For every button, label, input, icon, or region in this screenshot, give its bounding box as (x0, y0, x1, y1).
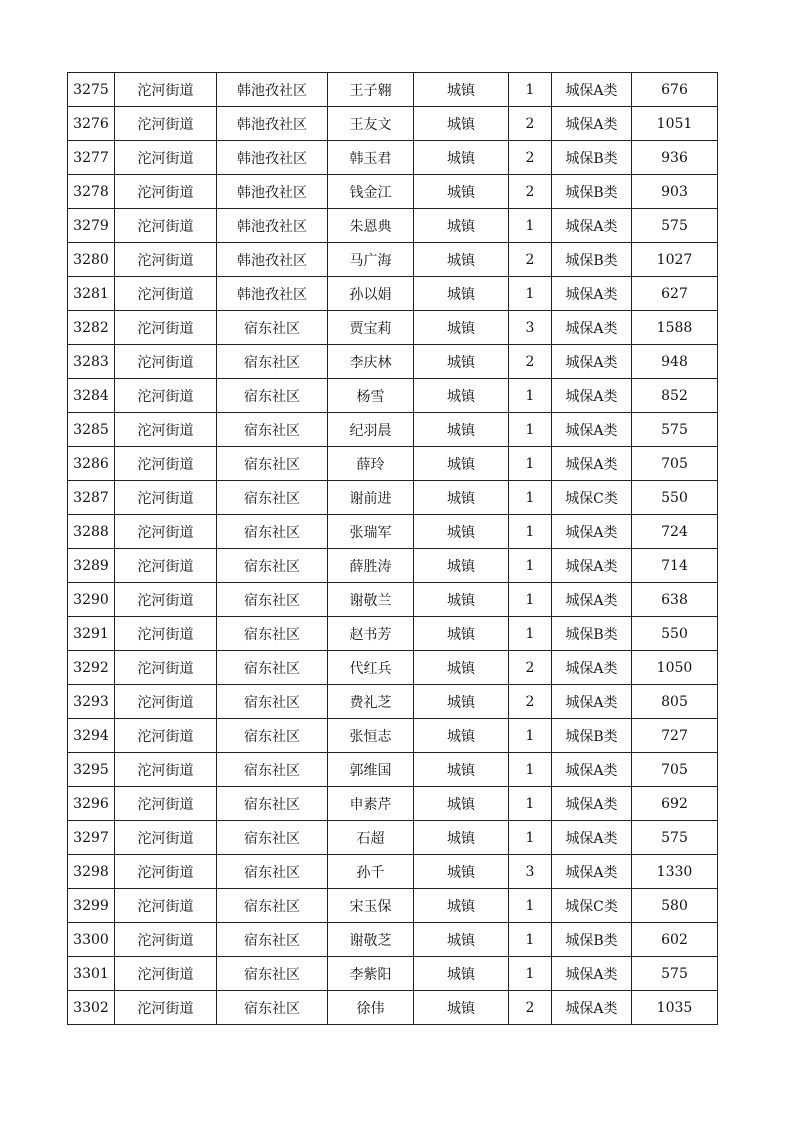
community-cell: 宿东社区 (217, 821, 328, 855)
street-cell: 沱河街道 (115, 107, 217, 141)
name-cell: 谢敬芝 (328, 923, 414, 957)
table-row (68, 651, 718, 685)
community-cell: 宿东社区 (217, 753, 328, 787)
category-cell: 城保A类 (552, 107, 632, 141)
area-type-cell: 城镇 (414, 209, 509, 243)
amount-cell: 1051 (632, 107, 718, 141)
amount-cell: 727 (632, 719, 718, 753)
street-cell: 沱河街道 (115, 923, 217, 957)
household-count-cell: 1 (509, 583, 552, 617)
community-cell: 宿东社区 (217, 481, 328, 515)
area-type-cell: 城镇 (414, 889, 509, 923)
serial-number-cell: 3300 (68, 923, 115, 957)
name-cell: 张瑞军 (328, 515, 414, 549)
serial-number-cell: 3288 (68, 515, 115, 549)
household-count-cell: 2 (509, 175, 552, 209)
category-cell: 城保A类 (552, 311, 632, 345)
amount-cell: 705 (632, 447, 718, 481)
household-count-cell: 1 (509, 787, 552, 821)
serial-number-cell: 3289 (68, 549, 115, 583)
area-type-cell: 城镇 (414, 73, 509, 107)
household-count-cell: 1 (509, 481, 552, 515)
community-cell: 宿东社区 (217, 379, 328, 413)
name-cell: 宋玉保 (328, 889, 414, 923)
category-cell: 城保A类 (552, 515, 632, 549)
serial-number-cell: 3292 (68, 651, 115, 685)
name-cell: 李紫阳 (328, 957, 414, 991)
area-type-cell: 城镇 (414, 855, 509, 889)
street-cell: 沱河街道 (115, 957, 217, 991)
amount-cell: 852 (632, 379, 718, 413)
community-cell: 宿东社区 (217, 855, 328, 889)
name-cell: 王友文 (328, 107, 414, 141)
amount-cell: 575 (632, 821, 718, 855)
name-cell: 孙千 (328, 855, 414, 889)
street-cell: 沱河街道 (115, 617, 217, 651)
table-row (68, 515, 718, 549)
name-cell: 孙以娟 (328, 277, 414, 311)
street-cell: 沱河街道 (115, 549, 217, 583)
category-cell: 城保A类 (552, 753, 632, 787)
category-cell: 城保A类 (552, 549, 632, 583)
category-cell: 城保A类 (552, 379, 632, 413)
community-cell: 宿东社区 (217, 991, 328, 1025)
street-cell: 沱河街道 (115, 243, 217, 277)
category-cell: 城保B类 (552, 617, 632, 651)
household-count-cell: 2 (509, 685, 552, 719)
street-cell: 沱河街道 (115, 447, 217, 481)
table-row (68, 685, 718, 719)
category-cell: 城保A类 (552, 651, 632, 685)
serial-number-cell: 3290 (68, 583, 115, 617)
serial-number-cell: 3283 (68, 345, 115, 379)
amount-cell: 676 (632, 73, 718, 107)
serial-number-cell: 3298 (68, 855, 115, 889)
amount-cell: 638 (632, 583, 718, 617)
amount-cell: 1035 (632, 991, 718, 1025)
name-cell: 纪羽晨 (328, 413, 414, 447)
community-cell: 宿东社区 (217, 549, 328, 583)
area-type-cell: 城镇 (414, 821, 509, 855)
amount-cell: 575 (632, 957, 718, 991)
table-body (68, 73, 718, 1025)
category-cell: 城保A类 (552, 209, 632, 243)
community-cell: 宿东社区 (217, 311, 328, 345)
table-row (68, 719, 718, 753)
serial-number-cell: 3279 (68, 209, 115, 243)
serial-number-cell: 3293 (68, 685, 115, 719)
street-cell: 沱河街道 (115, 685, 217, 719)
household-count-cell: 2 (509, 651, 552, 685)
community-cell: 韩池孜社区 (217, 175, 328, 209)
amount-cell: 575 (632, 209, 718, 243)
community-cell: 宿东社区 (217, 787, 328, 821)
community-cell: 宿东社区 (217, 651, 328, 685)
serial-number-cell: 3294 (68, 719, 115, 753)
street-cell: 沱河街道 (115, 277, 217, 311)
serial-number-cell: 3296 (68, 787, 115, 821)
table-row (68, 957, 718, 991)
household-count-cell: 3 (509, 311, 552, 345)
category-cell: 城保A类 (552, 957, 632, 991)
community-cell: 宿东社区 (217, 923, 328, 957)
household-count-cell: 1 (509, 73, 552, 107)
category-cell: 城保A类 (552, 583, 632, 617)
serial-number-cell: 3280 (68, 243, 115, 277)
area-type-cell: 城镇 (414, 685, 509, 719)
street-cell: 沱河街道 (115, 413, 217, 447)
serial-number-cell: 3285 (68, 413, 115, 447)
area-type-cell: 城镇 (414, 617, 509, 651)
community-cell: 韩池孜社区 (217, 73, 328, 107)
serial-number-cell: 3295 (68, 753, 115, 787)
area-type-cell: 城镇 (414, 923, 509, 957)
category-cell: 城保A类 (552, 413, 632, 447)
household-count-cell: 1 (509, 549, 552, 583)
area-type-cell: 城镇 (414, 243, 509, 277)
table-row (68, 889, 718, 923)
amount-cell: 580 (632, 889, 718, 923)
household-count-cell: 1 (509, 209, 552, 243)
community-cell: 宿东社区 (217, 447, 328, 481)
household-count-cell: 1 (509, 277, 552, 311)
name-cell: 赵书芳 (328, 617, 414, 651)
amount-cell: 714 (632, 549, 718, 583)
category-cell: 城保B类 (552, 243, 632, 277)
table-row (68, 311, 718, 345)
street-cell: 沱河街道 (115, 481, 217, 515)
table-row (68, 73, 718, 107)
serial-number-cell: 3301 (68, 957, 115, 991)
name-cell: 朱恩典 (328, 209, 414, 243)
serial-number-cell: 3277 (68, 141, 115, 175)
household-count-cell: 1 (509, 379, 552, 413)
household-count-cell: 2 (509, 107, 552, 141)
area-type-cell: 城镇 (414, 651, 509, 685)
name-cell: 钱金江 (328, 175, 414, 209)
name-cell: 马广海 (328, 243, 414, 277)
community-cell: 宿东社区 (217, 583, 328, 617)
name-cell: 薛玲 (328, 447, 414, 481)
table-row (68, 379, 718, 413)
amount-cell: 805 (632, 685, 718, 719)
name-cell: 代红兵 (328, 651, 414, 685)
household-count-cell: 1 (509, 889, 552, 923)
serial-number-cell: 3286 (68, 447, 115, 481)
street-cell: 沱河街道 (115, 991, 217, 1025)
street-cell: 沱河街道 (115, 583, 217, 617)
community-cell: 宿东社区 (217, 345, 328, 379)
area-type-cell: 城镇 (414, 481, 509, 515)
area-type-cell: 城镇 (414, 991, 509, 1025)
household-count-cell: 2 (509, 345, 552, 379)
street-cell: 沱河街道 (115, 379, 217, 413)
area-type-cell: 城镇 (414, 719, 509, 753)
category-cell: 城保A类 (552, 685, 632, 719)
household-count-cell: 1 (509, 821, 552, 855)
area-type-cell: 城镇 (414, 447, 509, 481)
serial-number-cell: 3278 (68, 175, 115, 209)
household-count-cell: 1 (509, 515, 552, 549)
table-row (68, 583, 718, 617)
area-type-cell: 城镇 (414, 413, 509, 447)
area-type-cell: 城镇 (414, 957, 509, 991)
serial-number-cell: 3275 (68, 73, 115, 107)
table-row (68, 991, 718, 1025)
community-cell: 宿东社区 (217, 889, 328, 923)
category-cell: 城保B类 (552, 923, 632, 957)
name-cell: 李庆林 (328, 345, 414, 379)
household-count-cell: 1 (509, 957, 552, 991)
name-cell: 石超 (328, 821, 414, 855)
amount-cell: 602 (632, 923, 718, 957)
amount-cell: 724 (632, 515, 718, 549)
amount-cell: 550 (632, 617, 718, 651)
amount-cell: 550 (632, 481, 718, 515)
community-cell: 宿东社区 (217, 957, 328, 991)
name-cell: 王子翱 (328, 73, 414, 107)
community-cell: 韩池孜社区 (217, 277, 328, 311)
name-cell: 韩玉君 (328, 141, 414, 175)
name-cell: 薛胜涛 (328, 549, 414, 583)
household-count-cell: 1 (509, 719, 552, 753)
table-row (68, 855, 718, 889)
community-cell: 韩池孜社区 (217, 209, 328, 243)
table-row (68, 345, 718, 379)
amount-cell: 1588 (632, 311, 718, 345)
area-type-cell: 城镇 (414, 583, 509, 617)
area-type-cell: 城镇 (414, 141, 509, 175)
street-cell: 沱河街道 (115, 889, 217, 923)
street-cell: 沱河街道 (115, 753, 217, 787)
name-cell: 郭维国 (328, 753, 414, 787)
street-cell: 沱河街道 (115, 651, 217, 685)
street-cell: 沱河街道 (115, 515, 217, 549)
community-cell: 宿东社区 (217, 515, 328, 549)
area-type-cell: 城镇 (414, 107, 509, 141)
area-type-cell: 城镇 (414, 277, 509, 311)
category-cell: 城保A类 (552, 991, 632, 1025)
table-row (68, 787, 718, 821)
street-cell: 沱河街道 (115, 787, 217, 821)
community-cell: 韩池孜社区 (217, 107, 328, 141)
amount-cell: 903 (632, 175, 718, 209)
name-cell: 费礼芝 (328, 685, 414, 719)
table-row (68, 175, 718, 209)
table-row (68, 481, 718, 515)
street-cell: 沱河街道 (115, 311, 217, 345)
amount-cell: 948 (632, 345, 718, 379)
amount-cell: 936 (632, 141, 718, 175)
name-cell: 徐伟 (328, 991, 414, 1025)
name-cell: 张恒志 (328, 719, 414, 753)
area-type-cell: 城镇 (414, 549, 509, 583)
street-cell: 沱河街道 (115, 719, 217, 753)
category-cell: 城保C类 (552, 481, 632, 515)
table-row (68, 753, 718, 787)
serial-number-cell: 3281 (68, 277, 115, 311)
amount-cell: 575 (632, 413, 718, 447)
category-cell: 城保A类 (552, 447, 632, 481)
category-cell: 城保A类 (552, 277, 632, 311)
street-cell: 沱河街道 (115, 73, 217, 107)
street-cell: 沱河街道 (115, 821, 217, 855)
name-cell: 谢敬兰 (328, 583, 414, 617)
table-row (68, 549, 718, 583)
community-cell: 宿东社区 (217, 719, 328, 753)
name-cell: 申素芹 (328, 787, 414, 821)
table-row (68, 413, 718, 447)
category-cell: 城保B类 (552, 719, 632, 753)
amount-cell: 692 (632, 787, 718, 821)
area-type-cell: 城镇 (414, 753, 509, 787)
community-cell: 韩池孜社区 (217, 141, 328, 175)
street-cell: 沱河街道 (115, 345, 217, 379)
serial-number-cell: 3297 (68, 821, 115, 855)
amount-cell: 627 (632, 277, 718, 311)
household-count-cell: 1 (509, 617, 552, 651)
serial-number-cell: 3282 (68, 311, 115, 345)
category-cell: 城保A类 (552, 821, 632, 855)
serial-number-cell: 3299 (68, 889, 115, 923)
serial-number-cell: 3276 (68, 107, 115, 141)
community-cell: 宿东社区 (217, 413, 328, 447)
category-cell: 城保B类 (552, 175, 632, 209)
serial-number-cell: 3284 (68, 379, 115, 413)
area-type-cell: 城镇 (414, 175, 509, 209)
category-cell: 城保A类 (552, 345, 632, 379)
category-cell: 城保A类 (552, 73, 632, 107)
amount-cell: 1330 (632, 855, 718, 889)
street-cell: 沱河街道 (115, 175, 217, 209)
household-count-cell: 1 (509, 413, 552, 447)
category-cell: 城保A类 (552, 787, 632, 821)
area-type-cell: 城镇 (414, 345, 509, 379)
household-count-cell: 1 (509, 923, 552, 957)
area-type-cell: 城镇 (414, 515, 509, 549)
table-row (68, 141, 718, 175)
name-cell: 杨雪 (328, 379, 414, 413)
serial-number-cell: 3287 (68, 481, 115, 515)
household-count-cell: 3 (509, 855, 552, 889)
street-cell: 沱河街道 (115, 141, 217, 175)
household-count-cell: 1 (509, 753, 552, 787)
category-cell: 城保A类 (552, 855, 632, 889)
community-cell: 宿东社区 (217, 685, 328, 719)
serial-number-cell: 3302 (68, 991, 115, 1025)
category-cell: 城保B类 (552, 141, 632, 175)
household-count-cell: 1 (509, 447, 552, 481)
street-cell: 沱河街道 (115, 209, 217, 243)
table-row (68, 821, 718, 855)
community-cell: 韩池孜社区 (217, 243, 328, 277)
table-row (68, 617, 718, 651)
table-row (68, 277, 718, 311)
street-cell: 沱河街道 (115, 855, 217, 889)
area-type-cell: 城镇 (414, 311, 509, 345)
table-row (68, 209, 718, 243)
category-cell: 城保C类 (552, 889, 632, 923)
area-type-cell: 城镇 (414, 379, 509, 413)
household-count-cell: 2 (509, 243, 552, 277)
name-cell: 谢前进 (328, 481, 414, 515)
name-cell: 贾宝莉 (328, 311, 414, 345)
table-row (68, 447, 718, 481)
household-count-cell: 2 (509, 141, 552, 175)
amount-cell: 1027 (632, 243, 718, 277)
household-count-cell: 2 (509, 991, 552, 1025)
community-cell: 宿东社区 (217, 617, 328, 651)
table-row (68, 107, 718, 141)
table-row (68, 923, 718, 957)
table-row (68, 243, 718, 277)
amount-cell: 1050 (632, 651, 718, 685)
data-table (67, 72, 718, 1025)
amount-cell: 705 (632, 753, 718, 787)
serial-number-cell: 3291 (68, 617, 115, 651)
area-type-cell: 城镇 (414, 787, 509, 821)
